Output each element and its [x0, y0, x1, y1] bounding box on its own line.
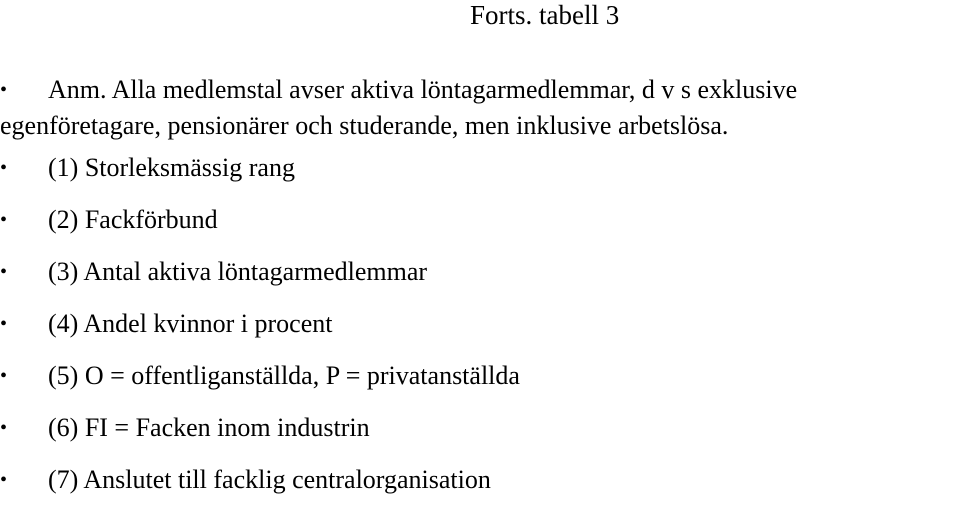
- bullet-icon: •: [0, 79, 8, 101]
- list-item-text: (3) Antal aktiva löntagarmedlemmar: [48, 257, 428, 286]
- bullet-icon: •: [0, 157, 8, 179]
- list-item-text: (5) O = offentliganställda, P = privatanställda: [48, 361, 520, 390]
- note-line-2: egenföretagare, pensionärer och studerande, men inklusive arbetslösa.: [0, 111, 729, 140]
- list-item: [0, 254, 960, 290]
- slide-title: Forts. tabell 3: [470, 0, 620, 30]
- bullet-icon: •: [0, 417, 8, 439]
- note-line-1: Anm. Alla medlemstal avser aktiva löntagarmedlemmar, d v s exklusive: [48, 75, 798, 104]
- list-item: [0, 202, 960, 238]
- list-item: [0, 306, 960, 342]
- list-item-text: (2) Fackförbund: [48, 205, 218, 234]
- list-item: [0, 410, 960, 446]
- list-item-text: (6) FI = Facken inom industrin: [48, 413, 370, 442]
- bullet-icon: •: [0, 261, 8, 283]
- bullet-list: [0, 72, 960, 514]
- list-item-text: (4) Andel kvinnor i procent: [48, 309, 333, 338]
- bullet-icon: •: [0, 469, 8, 491]
- list-item-text: (1) Storleksmässig rang: [48, 153, 295, 182]
- bullet-icon: •: [0, 209, 8, 231]
- list-item-note: [0, 72, 953, 144]
- list-item: [0, 150, 960, 186]
- list-item: [0, 462, 960, 498]
- list-item-text: (7) Anslutet till facklig centralorganisation: [48, 465, 491, 494]
- list-item: [0, 358, 960, 394]
- bullet-icon: •: [0, 313, 8, 335]
- bullet-icon: •: [0, 365, 8, 387]
